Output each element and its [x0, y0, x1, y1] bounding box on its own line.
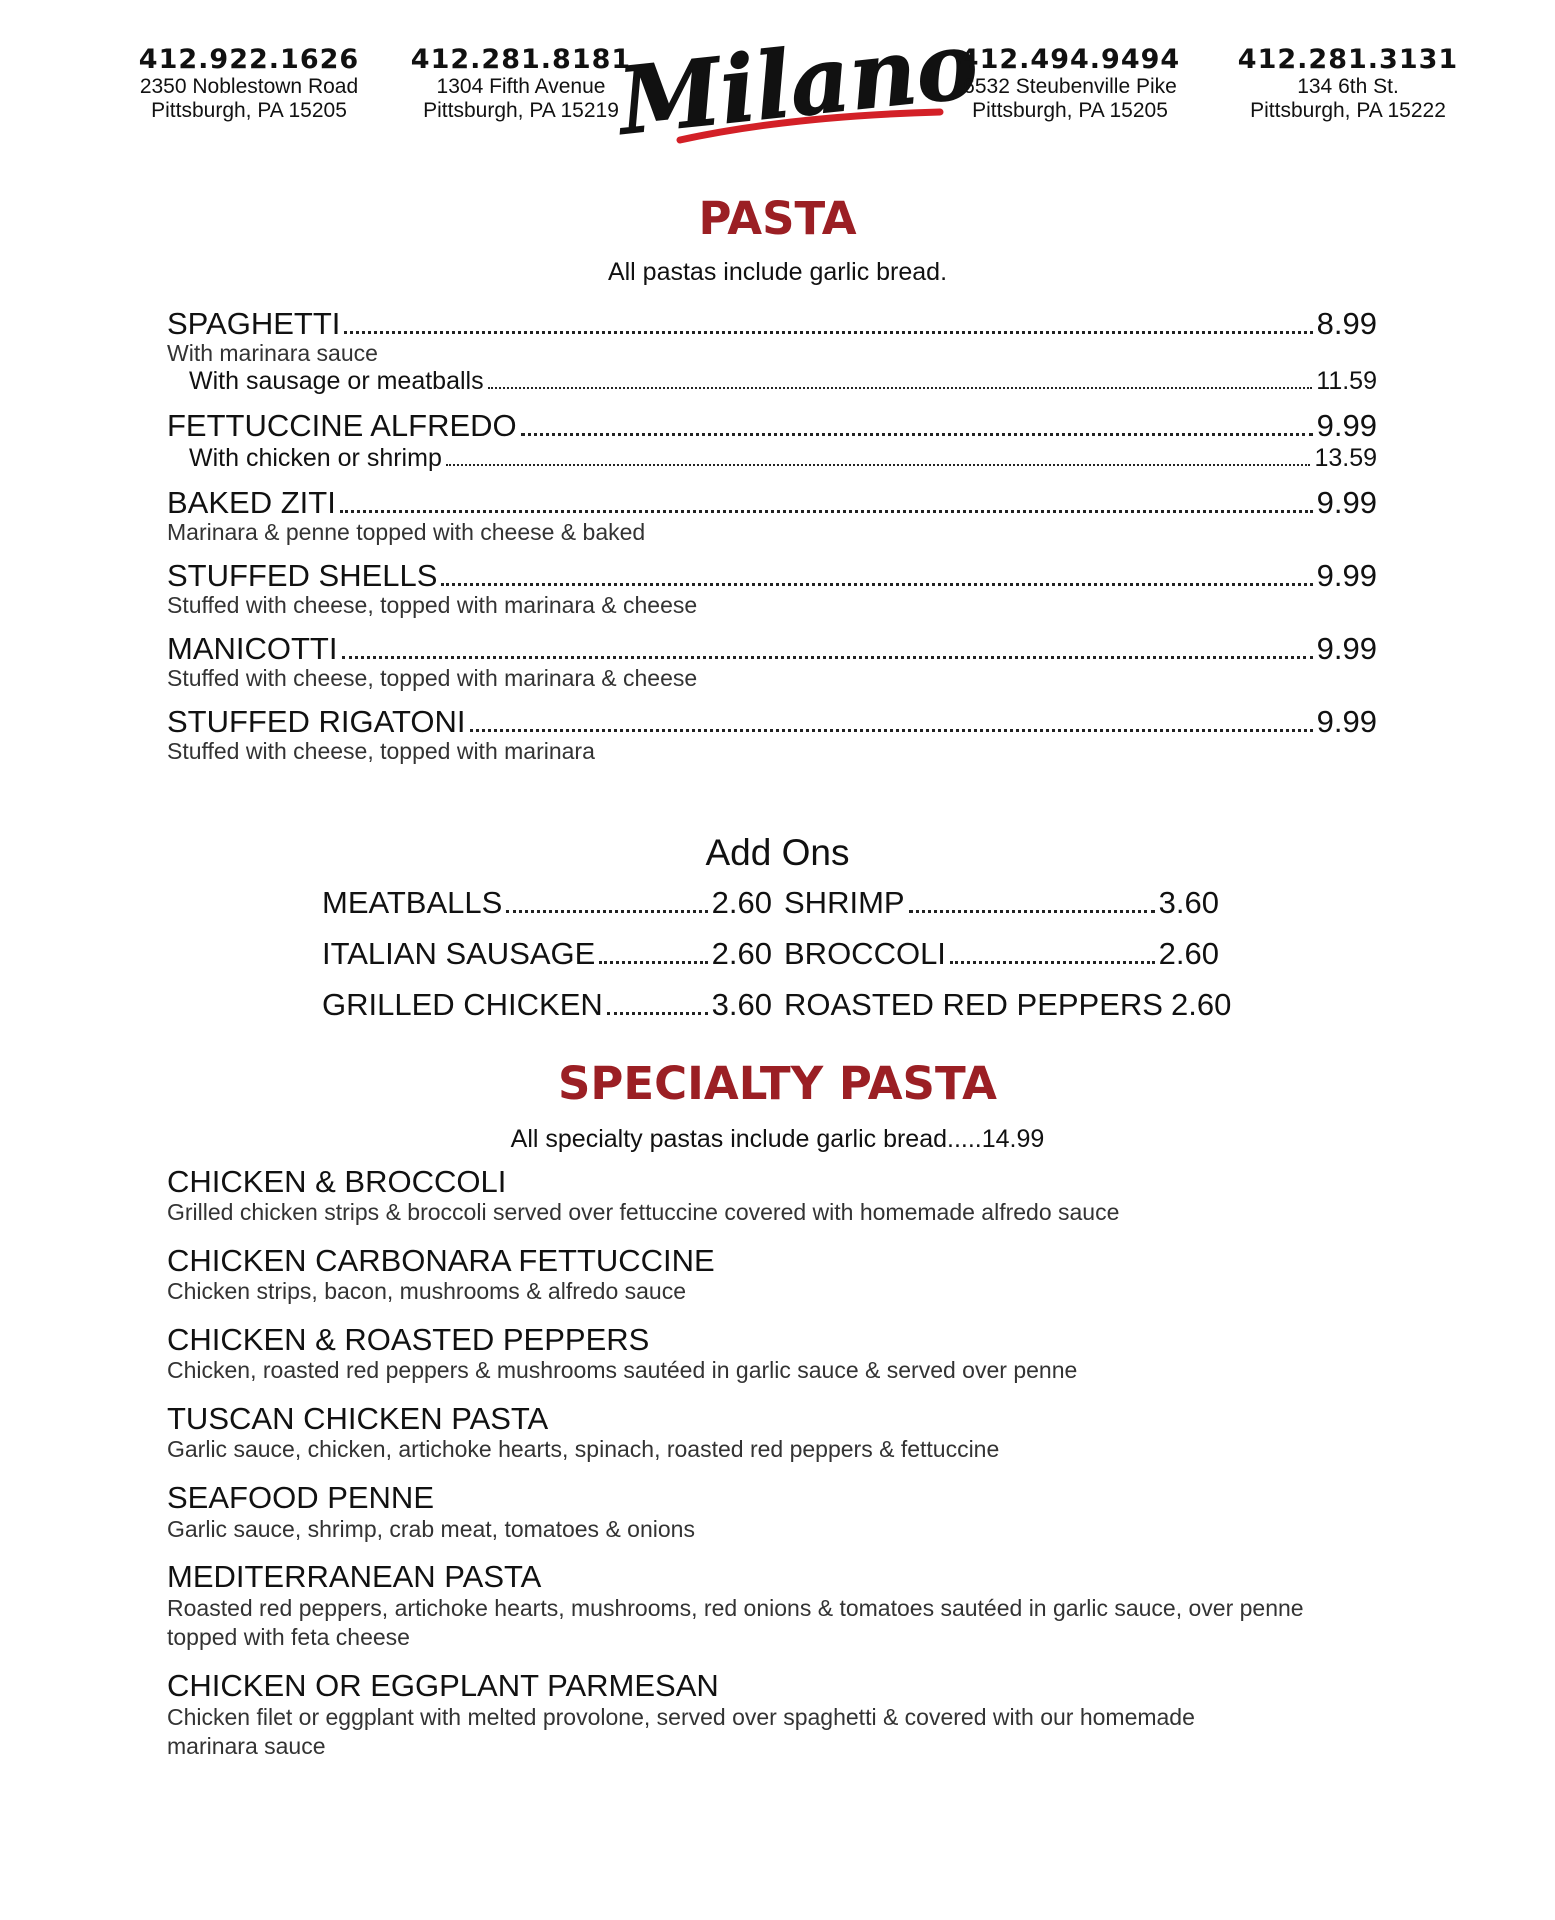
leader-dots — [506, 910, 707, 913]
location-street: 1304 Fifth Avenue — [436, 75, 606, 99]
addon-name: ITALIAN SAUSAGE — [322, 936, 596, 971]
addon-item — [784, 936, 1219, 972]
location-phone[interactable]: 412.281.3131 — [1237, 44, 1459, 75]
menu-item-stuffed-shells — [167, 558, 1377, 619]
item-description: Garlic sauce, chicken, artichoke hearts, spinach, roasted red peppers & fettuccine — [167, 1436, 1000, 1463]
location-city: Pittsburgh, PA 15205 — [151, 99, 347, 123]
item-name: MEDITERRANEAN PASTA — [167, 1559, 542, 1595]
item-description: Marinara & penne topped with cheese & baked — [167, 519, 646, 545]
menu-item-stuffed-rigatoni — [167, 704, 1377, 765]
item-name: SPAGHETTI — [167, 306, 341, 341]
item-name: STUFFED RIGATONI — [167, 704, 466, 739]
item-price: 9.99 — [1316, 558, 1377, 593]
item-description: Chicken strips, bacon, mushrooms & alfredo sauce — [167, 1278, 687, 1305]
leader-dots — [950, 961, 1155, 964]
leader-dots — [521, 433, 1313, 436]
menu-item-chicken-eggplant-parmesan — [167, 1667, 1407, 1762]
menu-item-seafood-penne — [167, 1479, 1407, 1544]
addon-price: 2.60 — [711, 936, 772, 971]
location-street: 6532 Steubenville Pike — [963, 75, 1177, 99]
menu-item-chicken-roasted-peppers — [167, 1321, 1407, 1386]
item-price: 9.99 — [1316, 408, 1377, 443]
item-option-price: 13.59 — [1314, 444, 1377, 472]
item-option-name: With sausage or meatballs — [189, 367, 484, 395]
item-name: CHICKEN & ROASTED PEPPERS — [167, 1322, 650, 1358]
addons-title: Add Ons — [705, 832, 850, 873]
addon-row — [322, 987, 1232, 1038]
location-street: 134 6th St. — [1297, 75, 1399, 99]
item-name: CHICKEN CARBONARA FETTUCCINE — [167, 1243, 715, 1279]
menu-item-mediterranean-pasta — [167, 1558, 1407, 1653]
pasta-list — [167, 306, 1377, 777]
addon-name: SHRIMP — [784, 885, 905, 920]
item-description: Roasted red peppers, artichoke hearts, mushrooms, red onions & tomatoes sautéed in garlic sauce, over penne topped with feta cheese — [167, 1594, 1304, 1651]
item-name: CHICKEN OR EGGPLANT PARMESAN — [167, 1668, 719, 1704]
addon-name: BROCCOLI — [784, 936, 946, 971]
item-price: 9.99 — [1316, 485, 1377, 520]
item-option-price: 11.59 — [1316, 367, 1377, 395]
leader-dots — [446, 464, 1311, 466]
item-option-name: With chicken or shrimp — [189, 444, 442, 472]
pasta-note: All pastas include garlic bread. — [607, 258, 948, 286]
location-phone[interactable]: 412.922.1626 — [138, 44, 360, 75]
leader-dots — [344, 331, 1312, 334]
menu-item-tuscan-chicken — [167, 1400, 1407, 1465]
addon-price: 2.60 — [711, 885, 772, 920]
item-name: SEAFOOD PENNE — [167, 1480, 434, 1516]
addon-item — [322, 936, 772, 972]
specialty-list — [167, 1163, 1407, 1776]
addon-price: 3.60 — [1158, 885, 1219, 920]
leader-dots — [488, 387, 1313, 389]
addon-price: 2.60 — [1158, 936, 1219, 971]
leader-dots — [470, 729, 1313, 732]
location-phone[interactable]: 412.281.8181 — [410, 44, 632, 75]
leader-dots — [340, 510, 1313, 513]
addon-item — [322, 987, 772, 1023]
addon-name: GRILLED CHICKEN — [322, 987, 603, 1022]
header — [0, 0, 1555, 170]
item-name: STUFFED SHELLS — [167, 558, 438, 593]
leader-dots — [607, 1012, 708, 1015]
addon-item — [322, 885, 772, 921]
leader-dots — [909, 910, 1155, 913]
location-street: 2350 Noblestown Road — [139, 75, 359, 99]
addon-price: 2.60 — [1170, 987, 1232, 1022]
location-3 — [940, 44, 1200, 123]
item-price: 8.99 — [1316, 306, 1377, 341]
specialty-title: SPECIALTY PASTA — [557, 1057, 997, 1110]
addon-row — [322, 936, 1222, 987]
addon-name: ROASTED RED PEPPERS — [784, 987, 1163, 1022]
location-1 — [119, 44, 379, 123]
location-city: Pittsburgh, PA 15205 — [972, 99, 1168, 123]
menu-item-manicotti — [167, 631, 1377, 692]
item-price: 9.99 — [1316, 704, 1377, 739]
addon-item — [784, 987, 1232, 1023]
addon-name: MEATBALLS — [322, 885, 503, 920]
leader-dots — [599, 961, 707, 964]
item-description: Stuffed with cheese, topped with marinara & cheese — [167, 665, 698, 691]
item-description: Stuffed with cheese, topped with marinara & cheese — [167, 592, 698, 618]
item-description: Grilled chicken strips & broccoli served over fettuccine covered with homemade alfredo sauce — [167, 1199, 1120, 1226]
leader-dots — [441, 583, 1312, 586]
item-description: Garlic sauce, shrimp, crab meat, tomatoes & onions — [167, 1515, 695, 1542]
item-description: With marinara sauce — [167, 340, 378, 366]
menu-item-baked-ziti — [167, 485, 1377, 546]
location-4 — [1218, 44, 1478, 123]
addon-row — [322, 885, 1222, 936]
specialty-note: All specialty pastas include garlic bread.....14.99 — [510, 1125, 1045, 1153]
menu-item-fettuccine-alfredo — [167, 408, 1377, 473]
item-description: Stuffed with cheese, topped with marinara — [167, 738, 595, 764]
item-description: Chicken filet or eggplant with melted provolone, served over spaghetti & covered with our homemade marinara sauce — [167, 1703, 1195, 1760]
item-name: FETTUCCINE ALFREDO — [167, 408, 517, 443]
milano-logo — [613, 10, 983, 160]
item-name: MANICOTTI — [167, 631, 338, 666]
location-phone[interactable]: 412.494.9494 — [959, 44, 1181, 75]
location-city: Pittsburgh, PA 15219 — [423, 99, 619, 123]
addon-price: 3.60 — [711, 987, 772, 1022]
menu-item-chicken-carbonara — [167, 1242, 1407, 1307]
item-name: BAKED ZITI — [167, 485, 336, 520]
svg-text:Milano: Milano — [613, 10, 983, 156]
addon-item — [784, 885, 1219, 921]
menu-item-chicken-broccoli — [167, 1163, 1407, 1228]
item-name: TUSCAN CHICKEN PASTA — [167, 1401, 549, 1437]
location-city: Pittsburgh, PA 15222 — [1250, 99, 1446, 123]
leader-dots — [342, 656, 1313, 659]
location-2 — [391, 44, 651, 123]
addons-list — [322, 885, 1232, 1038]
item-price: 9.99 — [1316, 631, 1377, 666]
item-name: CHICKEN & BROCCOLI — [167, 1164, 507, 1199]
item-description: Chicken, roasted red peppers & mushrooms sautéed in garlic sauce & served over penne — [167, 1357, 1078, 1384]
pasta-title: PASTA — [698, 192, 857, 245]
logo-mark — [613, 10, 983, 160]
menu-item-spaghetti — [167, 306, 1377, 396]
